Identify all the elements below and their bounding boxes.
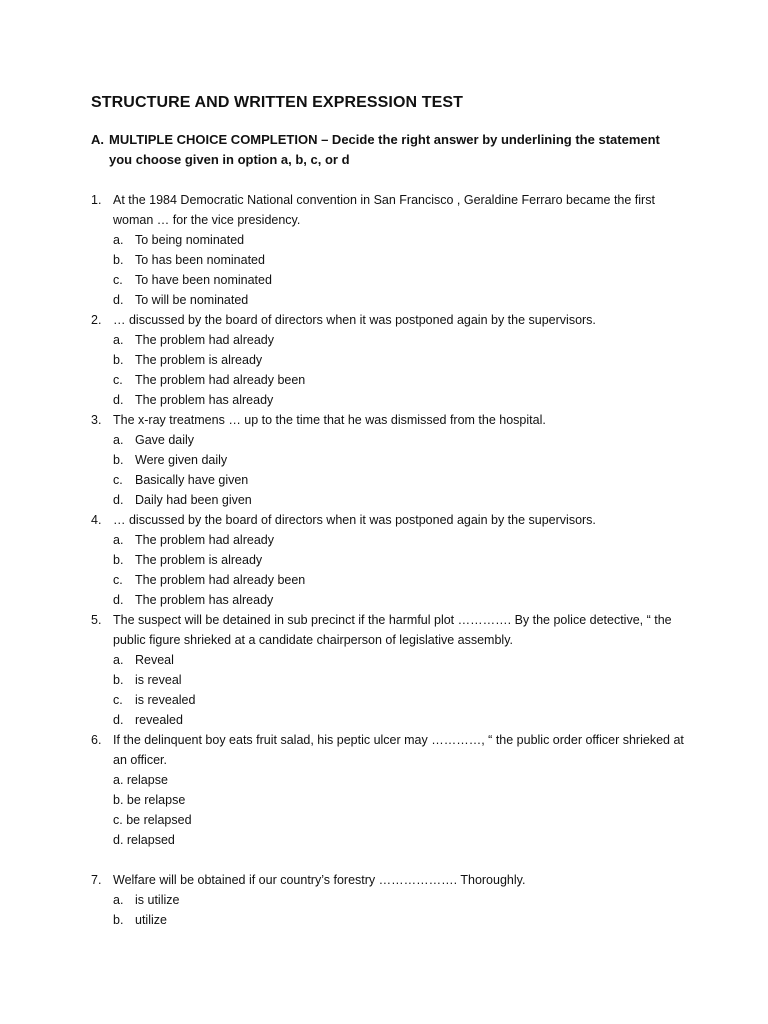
option-b[interactable]: b. be relapse [113,793,186,807]
option-b[interactable] [113,550,691,570]
option-c[interactable] [113,570,691,590]
option-label: b. [113,673,124,687]
option-d[interactable] [113,390,691,410]
option-label: c. [113,473,123,487]
question-1 [91,190,691,310]
question-number: 1. [91,193,102,207]
document-title: STRUCTURE AND WRITTEN EXPRESSION TEST [91,94,464,111]
option-text: To will be nominated [135,293,249,307]
option-text: The problem had already been [135,373,306,387]
question-stem: Welfare will be obtained if our country’s forestry ………………. Thoroughly. [113,873,526,887]
question-3 [91,410,691,510]
option-d[interactable] [113,290,691,310]
question-7 [91,870,691,930]
option-b[interactable] [113,450,691,470]
question-number: 7. [91,873,102,887]
option-label: d. [113,593,124,607]
question-stem: … discussed by the board of directors when it was postponed again by the supervisors. [113,313,596,327]
option-label: c. [113,373,123,387]
option-text: To have been nominated [135,273,272,287]
option-text: The problem is already [135,553,263,567]
option-label: a. [113,893,124,907]
option-text: Daily had been given [135,493,252,507]
option-label: b. [113,453,124,467]
option-label: d. [113,713,124,727]
option-text: Gave daily [135,433,195,447]
question-4 [91,510,691,610]
option-c[interactable] [113,470,691,490]
option-label: a. [113,233,124,247]
option-c[interactable]: c. be relapsed [113,813,192,827]
option-label: d. [113,293,124,307]
option-a[interactable]: a. relapse [113,773,168,787]
option-text: The problem had already [135,333,274,347]
option-a[interactable] [113,230,691,250]
option-label: d. [113,393,124,407]
question-number: 2. [91,313,102,327]
option-c[interactable] [113,370,691,390]
option-text: To being nominated [135,233,245,247]
option-label: a. [113,653,124,667]
question-number: 6. [91,733,102,747]
question-stem: At the 1984 Democratic National convention in San Francisco , Geraldine Ferraro became the first woman … for the vice presidency. [113,193,655,227]
question-stem: The suspect will be detained in sub precinct if the harmful plot …………. By the police detective, “ the public figure shrieked at a candidate chairperson of legislative assembly. [113,613,672,647]
option-text: The problem had already [135,533,274,547]
option-label: d. [113,493,124,507]
option-a[interactable] [113,650,691,670]
question-stem: If the delinquent boy eats fruit salad, his peptic ulcer may …………, “ the public order officer shrieked at an officer. [113,733,684,767]
option-text: is reveal [135,673,182,687]
option-c[interactable] [113,270,691,290]
option-label: b. [113,553,124,567]
option-d[interactable] [113,590,691,610]
section-letter: A. [91,132,104,147]
option-label: b. [113,253,124,267]
option-text: is utilize [135,893,180,907]
option-b[interactable] [113,910,691,930]
option-d[interactable] [113,490,691,510]
question-5 [91,610,691,730]
question-list [91,190,691,930]
option-label: c. [113,693,123,707]
option-text: The problem has already [135,593,274,607]
option-label: c. [113,273,123,287]
option-text: The problem has already [135,393,274,407]
question-stem: The x-ray treatmens … up to the time that he was dismissed from the hospital. [113,413,546,427]
option-c[interactable] [113,690,691,710]
option-a[interactable] [113,330,691,350]
question-number: 5. [91,613,102,627]
option-b[interactable] [113,250,691,270]
option-b[interactable] [113,350,691,370]
blank-line [91,850,691,870]
option-label: c. [113,573,123,587]
option-label: b. [113,913,124,927]
question-number: 3. [91,413,102,427]
option-d[interactable] [113,710,691,730]
option-d[interactable]: d. relapsed [113,833,175,847]
option-label: b. [113,353,124,367]
option-text: revealed [135,713,183,727]
option-text: Basically have given [135,473,249,487]
option-a[interactable] [113,890,691,910]
question-6 [91,730,691,850]
option-label: a. [113,433,124,447]
question-number: 4. [91,513,102,527]
option-a[interactable] [113,530,691,550]
section-instructions: MULTIPLE CHOICE COMPLETION – Decide the right answer by underlining the statement you choose given in option a, b, c, or d [109,132,660,167]
question-2 [91,310,691,410]
option-b[interactable] [113,670,691,690]
section-heading [91,130,671,170]
option-text: utilize [135,913,167,927]
option-label: a. [113,333,124,347]
option-text: is revealed [135,693,196,707]
option-text: The problem is already [135,353,263,367]
option-text: The problem had already been [135,573,306,587]
option-a[interactable] [113,430,691,450]
option-text: To has been nominated [135,253,265,267]
option-text: Reveal [135,653,174,667]
option-label: a. [113,533,124,547]
option-text: Were given daily [135,453,228,467]
question-stem: … discussed by the board of directors when it was postponed again by the supervisors. [113,513,596,527]
